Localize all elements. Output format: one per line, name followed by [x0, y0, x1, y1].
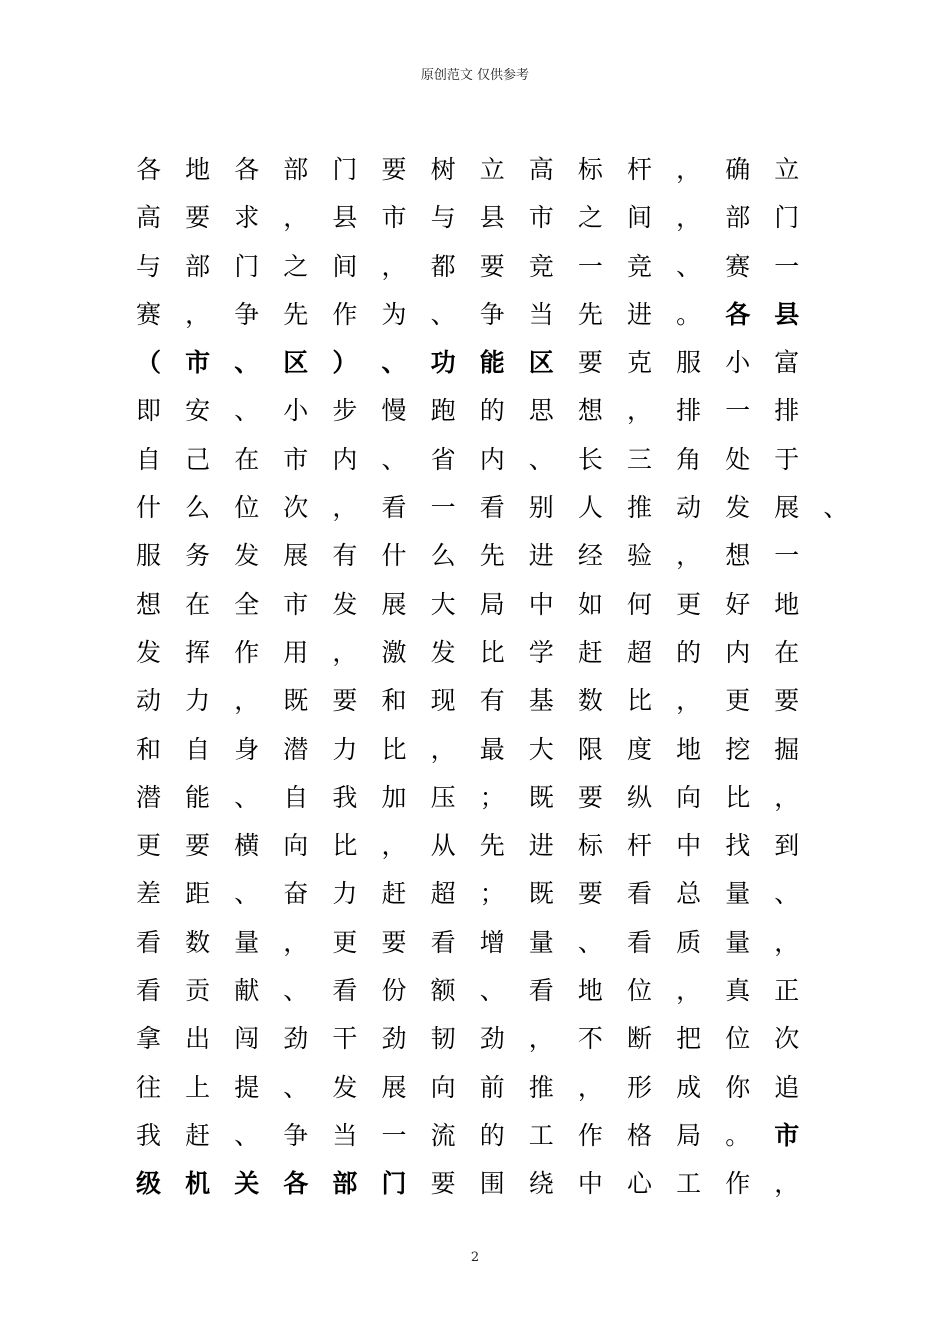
text-line: 与 部 门 之 间 ， 都 要 竞 一 竞 、 赛 一	[136, 251, 800, 281]
text-line: 高 要 求 ， 县 市 与 县 市 之 间 ， 部 门	[136, 203, 800, 233]
text-line: 赛 ， 争 先 作 为 、 争 当 先 进 。 各 县	[136, 299, 800, 329]
text-line: 拿 出 闯 劲 干 劲 韧 劲 ， 不 断 把 位 次	[136, 1024, 800, 1054]
text-line: 即 安 、 小 步 慢 跑 的 思 想 ， 排 一 排	[136, 396, 800, 426]
page-header: 原创范文 仅供参考	[420, 68, 530, 83]
text-line: （ 市 、 区 ） 、 功 能 区 要 克 服 小 富	[136, 348, 800, 378]
body-text	[136, 146, 849, 1209]
text-line: 级 机 关 各 部 门 要 围 绕 中 心 工 作 ，	[136, 1169, 800, 1199]
text-line: 差 距 、 奋 力 赶 超 ； 既 要 看 总 量 、	[136, 879, 800, 909]
text-line: 潜 能 、 自 我 加 压 ； 既 要 纵 向 比 ，	[136, 782, 800, 812]
text-line: 看 贡 献 、 看 份 额 、 看 地 位 ， 真 正	[136, 976, 800, 1006]
text-line: 各 地 各 部 门 要 树 立 高 标 杆 ， 确 立	[136, 155, 800, 184]
text-line: 和 自 身 潜 力 比 ， 最 大 限 度 地 挖 掘	[136, 734, 800, 764]
text-line: 动 力 ， 既 要 和 现 有 基 数 比 ， 更 要	[136, 686, 800, 716]
page-number: 2	[470, 1250, 480, 1265]
text-line: 看 数 量 ， 更 要 看 增 量 、 看 质 量 ，	[136, 927, 800, 957]
text-line: 自 己 在 市 内 、 省 内 、 长 三 角 处 于	[136, 444, 800, 474]
text-line: 想 在 全 市 发 展 大 局 中 如 何 更 好 地	[136, 589, 800, 619]
text-line: 什 么 位 次 ， 看 一 看 别 人 推 动 发 展 、	[136, 493, 849, 523]
text-line: 往 上 提 、 发 展 向 前 推 ， 形 成 你 追	[136, 1072, 800, 1102]
text-line: 我 赶 、 争 当 一 流 的 工 作 格 局 。 市	[136, 1120, 800, 1150]
text-line: 服 务 发 展 有 什 么 先 进 经 验 ， 想 一	[136, 541, 800, 571]
text-line: 更 要 横 向 比 ， 从 先 进 标 杆 中 找 到	[136, 831, 800, 861]
text-line: 发 挥 作 用 ， 激 发 比 学 赶 超 的 内 在	[136, 637, 800, 667]
